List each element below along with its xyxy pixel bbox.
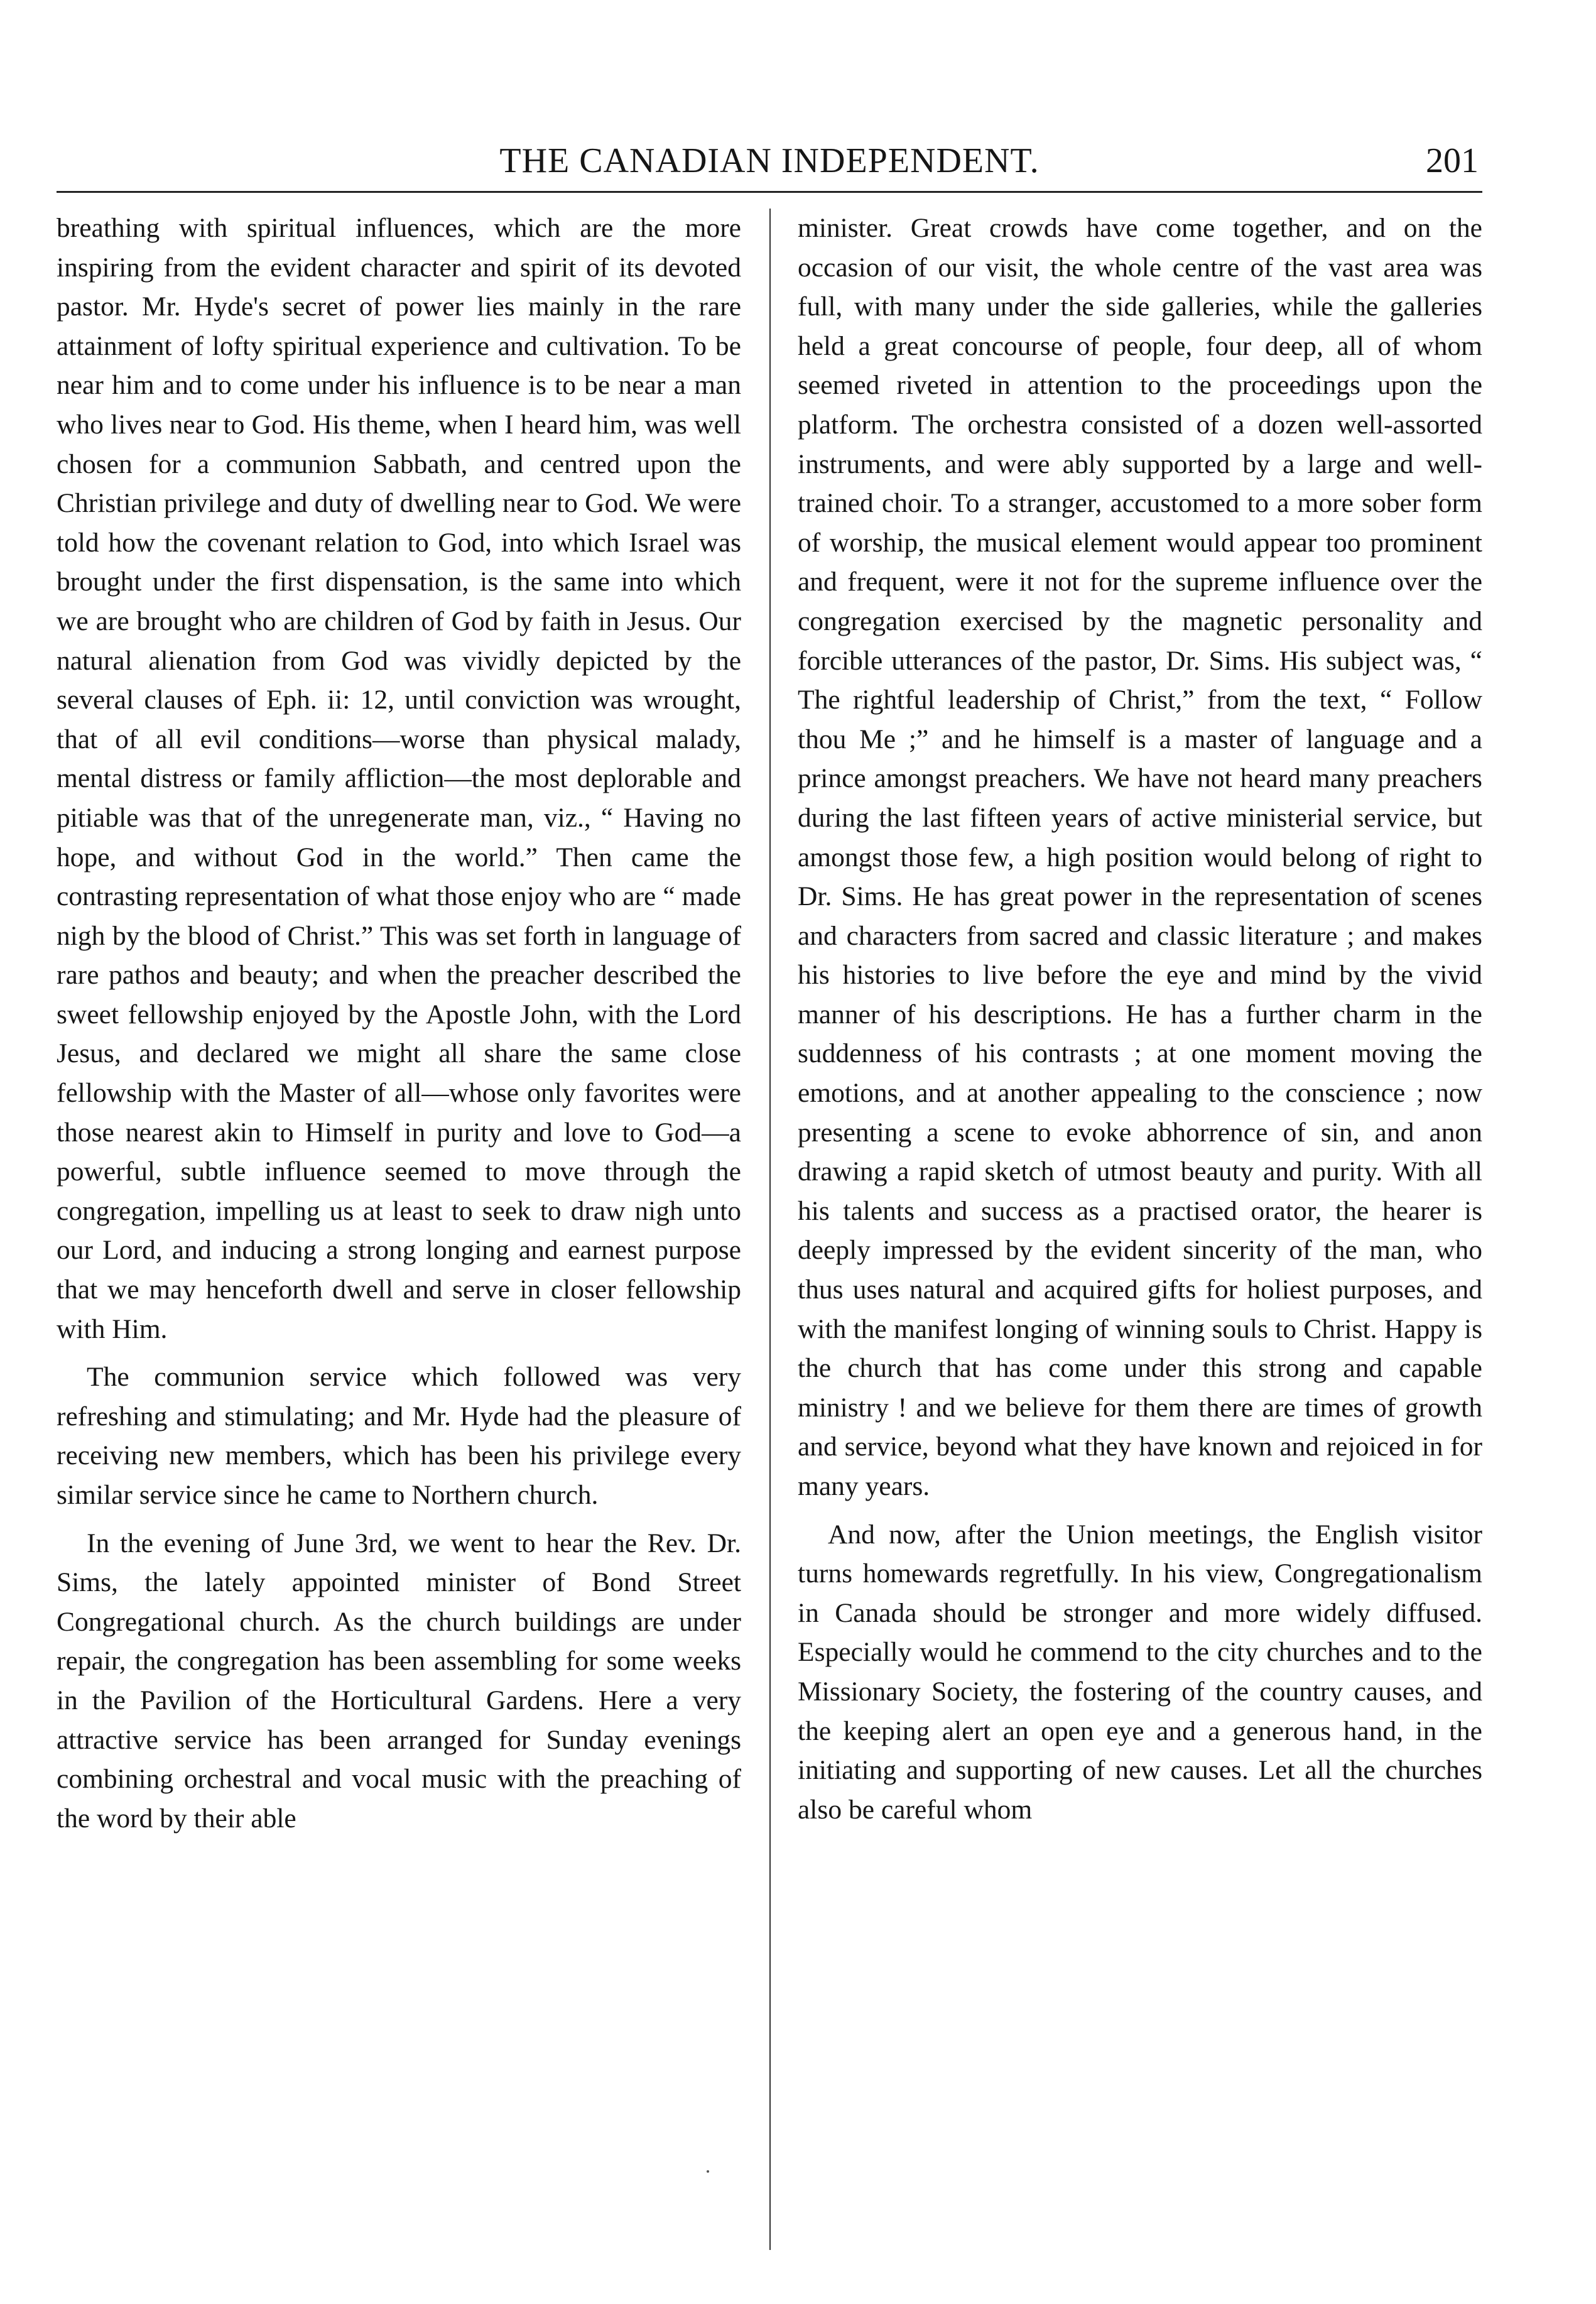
running-title: THE CANADIAN INDEPENDENT.	[499, 141, 1040, 180]
left-column	[57, 209, 741, 1847]
left-paragraph-3: In the evening of June 3rd, we went to hear the Rev. Dr. Sims, the lately appointed minister of Bond Street Congregational church. As the church buildings are under repair, the congregation has been assembling for some weeks in the Pavilion of the Horticultural Gardens. Here a very attractive service has been arranged for Sunday evenings combining orchestral and vocal music with the preaching of the word by their able	[57, 1528, 741, 1834]
right-paragraph-2: And now, after the Union meetings, the English visitor turns homewards regretfully. In his view, Congregationalism in Canada should be stronger and more widely diffused. Especially would he commend to the city churches and to the Missionary Society, the fostering of the country causes, and the keeping alert an open eye and a generous hand, in the initiating and supporting of new causes. Let all the churches also be careful whom	[798, 1519, 1482, 1825]
print-speck	[707, 2170, 709, 2173]
page-header	[57, 138, 1482, 195]
newspaper-page	[57, 138, 1482, 2261]
right-paragraph-1: minister. Great crowds have come together, and on the occasion of our visit, the whole centre of the vast area was full, with many under the side galleries, while the galleries held a great concourse of people, four deep, all of whom seemed riveted in attention to the proceedings upon the platform. The orchestra consisted of a dozen well-assorted instruments, and were ably supported by a large and well-trained choir. To a stranger, accustomed to a more sober form of worship, the musical element would appear too prominent and frequent, were it not for the supreme influence over the congregation exercised by the magnetic personality and forcible utterances of the pastor, Dr. Sims. His subject was, “ The rightful leadership of Christ,” from the text, “ Follow thou Me ;” and he himself is a master of language and a prince amongst preachers. We have not heard many preachers during the last fifteen years of active ministerial service, but amongst those few, a high position would belong of right to Dr. Sims. He has great power in the representation of scenes and characters from sacred and classic literature ; and makes his histories to live before the eye and mind by the vivid manner of his descriptions. He has a further charm in the suddenness of his contrasts ; at one moment moving the emotions, and at another appealing to the conscience ; now presenting a scene to evoke abhorrence of sin, and anon drawing a rapid sketch of utmost beauty and purity. With all his talents and success as a practised orator, the hearer is deeply impressed by the evident sincerity of the man, who thus uses natural and acquired gifts for holiest purposes, and with the manifest longing of winning souls to Christ. Happy is the church that has come under this strong and capable ministry ! and we believe for them there are times of growth and service, beyond what they have known and rejoiced in for many years.	[798, 213, 1482, 1501]
header-rule	[57, 191, 1482, 193]
right-column	[798, 209, 1482, 1838]
column-divider	[769, 209, 771, 2250]
left-paragraph-2: The communion service which followed was very refreshing and stimulating; and Mr. Hyde had the pleasure of receiving new members, which has been his privilege every similar service since he came to Northern church.	[57, 1362, 741, 1510]
left-paragraph-1: breathing with spiritual influences, which are the more inspiring from the evident character and spirit of its devoted pastor. Mr. Hyde's secret of power lies mainly in the rare attainment of lofty spiritual experience and cultivation. To be near him and to come under his influence is to be near a man who lives near to God. His theme, when I heard him, was well chosen for a communion Sabbath, and centred upon the Christian privilege and duty of dwelling near to God. We were told how the covenant relation to God, into which Israel was brought under the first dispensation, is the same into which we are brought who are children of God by faith in Jesus. Our natural alienation from God was vividly depicted by the several clauses of Eph. ii: 12, until conviction was wrought, that of all evil conditions—worse than physical malady, mental distress or family affliction—the most deplorable and pitiable was that of the unregenerate man, viz., “ Having no hope, and without God in the world.” Then came the contrasting representation of what those enjoy who are “ made nigh by the blood of Christ.” This was set forth in language of rare pathos and beauty; and when the preacher described the sweet fellowship enjoyed by the Apostle John, with the Lord Jesus, and declared we might all share the same close fellowship with the Master of all—whose only favorites were those nearest akin to Himself in purity and love to God—a powerful, subtle influence seemed to move through the congregation, impelling us at least to seek to draw nigh unto our Lord, and inducing a strong longing and earnest purpose that we may henceforth dwell and serve in closer fellowship with Him.	[57, 213, 741, 1344]
page-number: 201	[1426, 141, 1479, 180]
